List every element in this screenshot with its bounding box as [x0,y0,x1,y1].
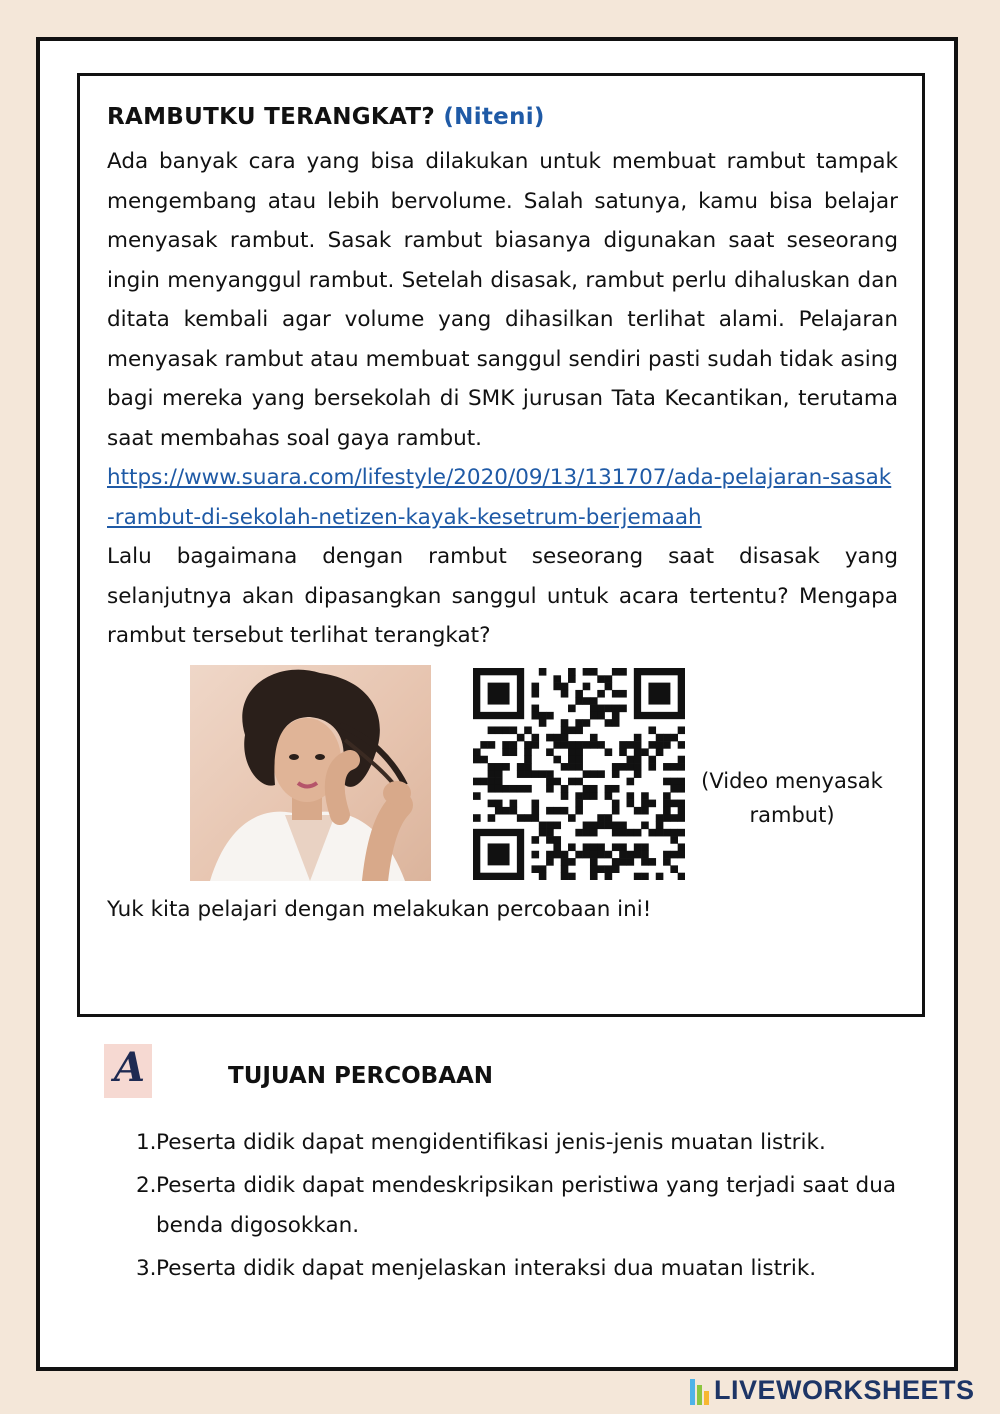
section-title: TUJUAN PERCOBAAN [228,1063,494,1089]
story-title-accent: (Niteni) [443,104,545,130]
story-question: Lalu bagaimana dengan rambut seseorang saat disasak yang selanjutnya akan dipasangkan sanggul untuk acara tertentu? Mengapa rambut tersebut terlihat terangkat? [107,544,898,648]
section-badge [104,1044,152,1098]
liveworksheets-logo-icon [690,1379,710,1405]
story-title [107,104,898,130]
section-a-header [104,1041,904,1103]
goals-list [136,1123,896,1292]
brand-name[interactable]: LIVEWORKSHEETS [714,1375,975,1405]
goal-item [136,1123,896,1163]
goal-item [136,1166,896,1246]
goal-number: 3. [136,1256,157,1281]
qr-caption: (Video menyasak rambut) [701,768,883,827]
story-paragraph: Ada banyak cara yang bisa dilakukan untuk membuat rambut tampak mengembang atau lebih bervolume. Salah satunya, kamu bisa belajar menyasak rambut. Sasak rambut biasanya digunakan saat seseorang ingin menyanggul rambut. Setelah disasak, rambut perlu dihaluskan dan ditata kembali agar volume yang dihasilkan terlihat alami. Pelajaran menyasak rambut atau membuat sanggul sendiri pasti sudah tidak asing bagi mereka yang bersekolah di SMK jurusan Tata Kecantikan, terutama saat membahas soal gaya rambut. [107,149,898,451]
woman-teasing-hair-photo [190,665,431,881]
goal-number: 2. [136,1173,157,1198]
source-link[interactable]: https://www.suara.com/lifestyle/2020/09/13/131707/ada-pelajaran-sasak-rambut-di-sekolah-netizen-kayak-kesetrum-berjemaah [107,465,892,530]
story-title-text: RAMBUTKU TERANGKAT? [107,104,436,130]
story-footer: Yuk kita pelajari dengan melakukan percobaan ini! [107,896,652,922]
goal-text: Peserta didik dapat mengidentifikasi jenis-jenis muatan listrik. [156,1130,826,1155]
worksheet-page [36,37,958,1371]
goal-text: Peserta didik dapat mendeskripsikan peristiwa yang terjadi saat dua benda digosokkan. [156,1173,896,1238]
qr-code-icon[interactable] [473,668,685,880]
section-badge-letter: A [114,1044,146,1091]
story-box [77,73,925,1017]
goal-item [136,1249,896,1289]
goal-text: Peserta didik dapat menjelaskan interaksi dua muatan listrik. [156,1256,817,1281]
media-row [107,665,898,891]
goal-number: 1. [136,1130,157,1155]
